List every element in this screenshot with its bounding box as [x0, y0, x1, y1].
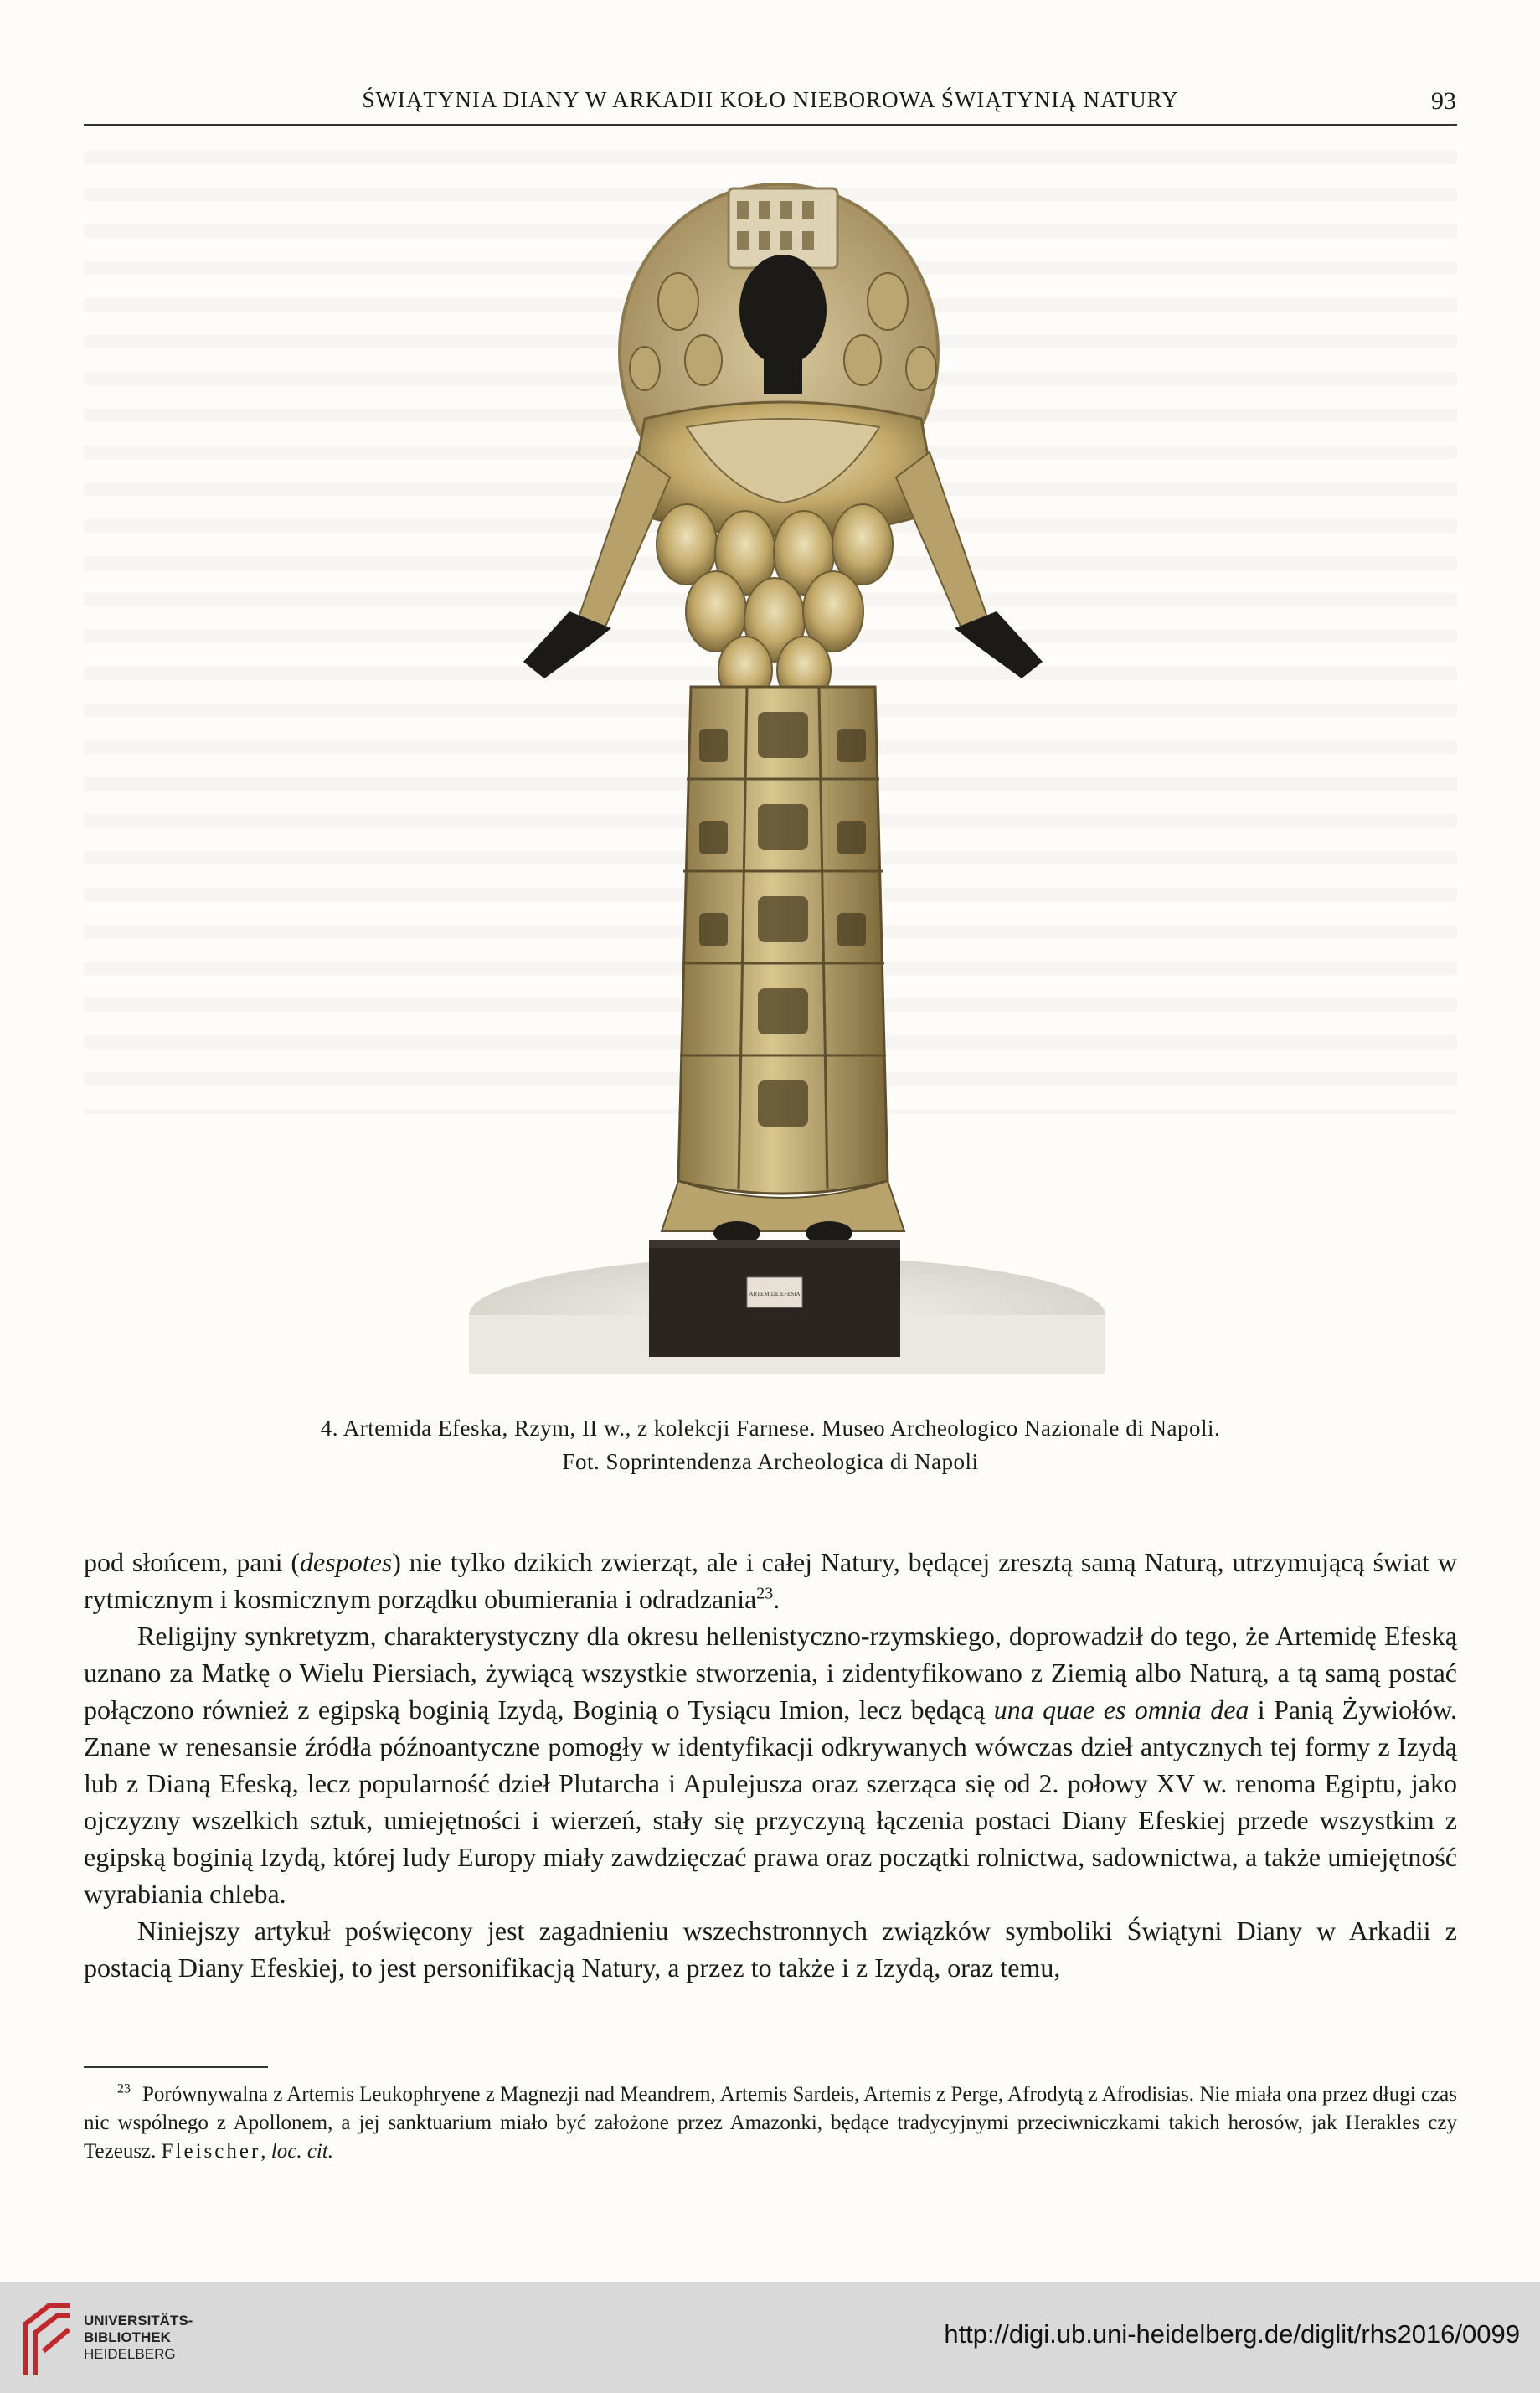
- artemis-statue-image: [435, 176, 1105, 1390]
- figure-caption: [84, 1411, 1457, 1478]
- label-plate-text: ARTEMIDE EFESIA: [749, 1291, 801, 1297]
- footnote-23: $^{23}$ Porównywalna z Artemis Leukophryene z Magnezji nad Meandrem, Artemis Sardeis, Artemis z Perge, Afrodytą z Afrodisias. Nie miała ona przez długi czas nic wspólnego z Apollonem, a jej sanktuarium miało być założone przez Amazonki, będące tradycyjnymi przeciwniczkami takich herosów, jak Herakles czy Tezeusz. Fleischer, loc. cit.: [84, 2081, 1457, 2163]
- page-number: 93: [1431, 87, 1456, 115]
- latin-phrase: una quae es omnia dea: [993, 1694, 1249, 1725]
- ub-heidelberg-logo-icon[interactable]: [15, 2299, 74, 2376]
- dark-head: [739, 255, 827, 365]
- caption-line-1: 4. Artemida Efeska, Rzym, II w., z kolekcji Farnese. Museo Archeologico Nazionale di Napoli.: [320, 1416, 1221, 1441]
- footnote-rule: [84, 2066, 268, 2068]
- library-footer: [0, 2282, 1540, 2393]
- paragraph-3: Niniejszy artykuł poświęcony jest zagadnieniu wszechstronnych związków symboliki Świątyni Diany w Arkadii z postacią Diany Efeskiej, to jest personifikacją Natury, a przez to także i z Izydą, oraz temu,: [84, 1916, 1457, 1983]
- header-rule: [84, 124, 1457, 126]
- paragraph-1: pod słońcem, pani (despotes) nie tylko dzikich zwierząt, ale i całej Natury, będącej zresztą samą Naturą, utrzymującą świat w rytmicznym i kosmicznym porządku obumierania i odradzania$^{23}$.: [84, 1547, 1457, 1614]
- running-title: ŚWIĄTYNIA DIANY W ARKADII KOŁO NIEBOROWA ŚWIĄTYNIĄ NATURY: [362, 87, 1179, 112]
- paragraph-2: Religijny synkretyzm, charakterystyczny dla okresu hellenistyczno-rzymskiego, doprowadził do tego, że Artemidę Efeską uznano za Matkę o Wielu Piersiach, żywiącą wszystkie stworzenia, i zidentyfikowano z Ziemią albo Naturą, a tą samą postać połączono również z egipską boginią Izydą, Boginią o Tysiącu Imion, lecz będącą una quae es omnia dea i Panią Żywiołów. Znane w renesansie źródła późnoantyczne pomogły w identyfikacji odkrywanych wówczas dzieł antycznych tej formy z Izydą lub z Dianą Efeską, lecz popularność dzieł Plutarcha i Apulejusza oraz szerząca się od 2. połowy XV w. renoma Egiptu, jako ojczyzny wszelkich sztuk, umiejętności i wierzeń, stały się przyczyną łączenia postaci Diany Efeskiej przede wszystkim z egipską boginią Izydą, której ludy Europy miały zawdzięczać prawa oraz początki rolnictwa, sadownictwa, a także umiejętność wyrabiania chleba.: [84, 1621, 1458, 1909]
- caption-line-2: Fot. Soprintendenza Archeologica di Napoli: [562, 1449, 979, 1474]
- library-name: UNIVERSITÄTS- BIBLIOTHEK HEIDELBERG: [84, 2313, 193, 2362]
- body-text: [84, 1544, 1457, 1986]
- footnote-ref-23[interactable]: 23: [756, 1584, 774, 1603]
- footnote-loc: loc. cit.: [270, 2140, 334, 2163]
- term-despotes: despotes: [300, 1547, 393, 1577]
- source-url-link[interactable]: http://digi.ub.uni-heidelberg.de/diglit/rhs2016/0099: [944, 2319, 1520, 2349]
- right-arm: [896, 452, 988, 632]
- footnote-author: Fleischer: [161, 2140, 261, 2163]
- statue-photo: [435, 176, 1105, 1390]
- footnote-number: 23: [117, 2081, 131, 2096]
